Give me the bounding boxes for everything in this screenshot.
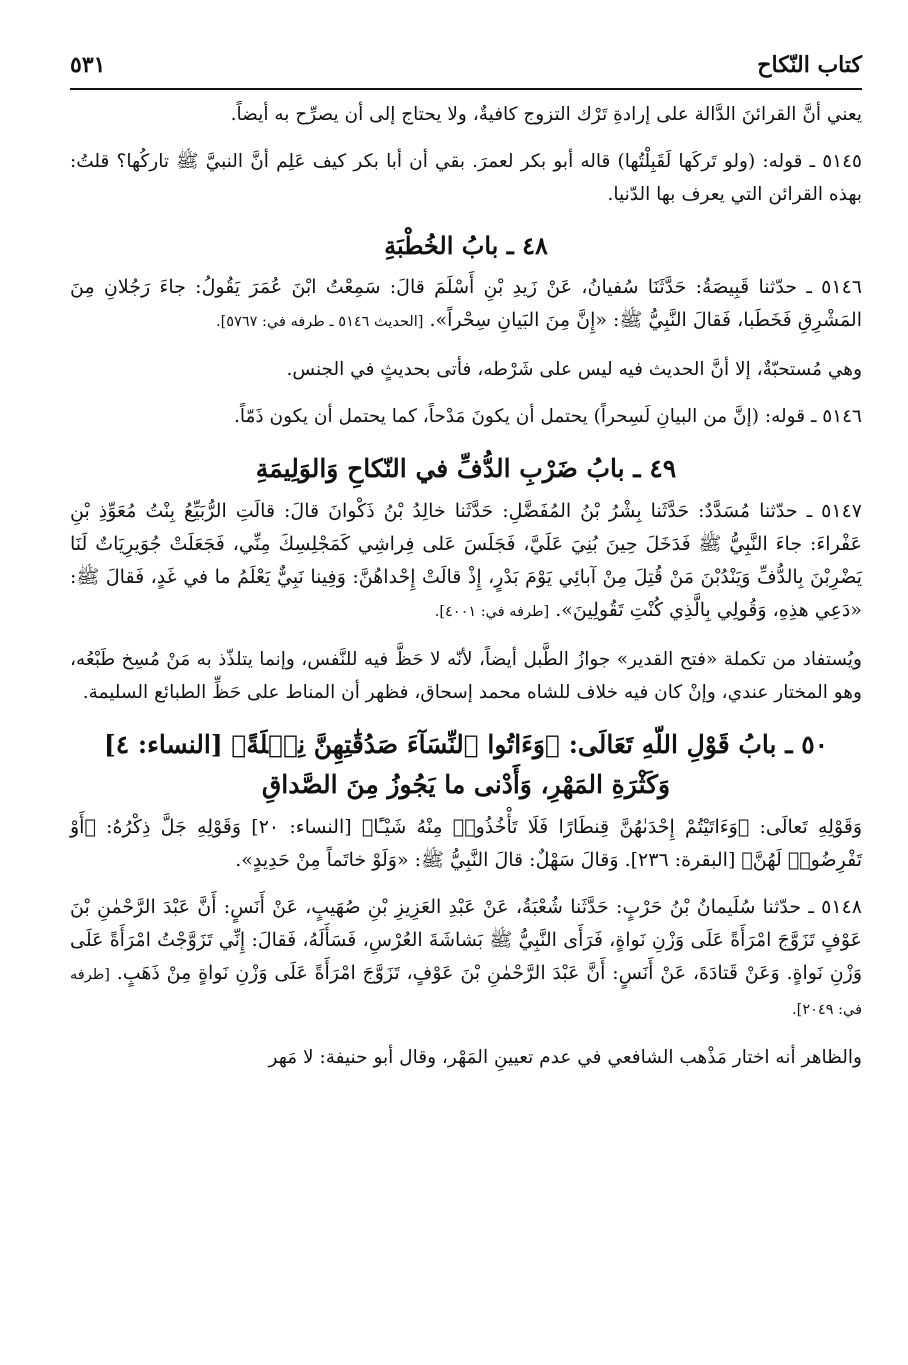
hadith-reference: [طرفه في: ٤٠٠١]. <box>434 604 550 620</box>
page-header <box>70 52 862 90</box>
page-body <box>70 98 862 1074</box>
commentary-paragraph: ٥١٤٥ ـ قوله: (ولو تَركَها لَقَبِلْتُها) قاله أبو بكر لعمرَ. بقي أن أبا بكر كيف عَلِم أنَّ النبيَّ ﷺ تاركُها؟ قلتُ: بهذه القرائن التي يعرف بها الدّنيا. <box>70 151 862 205</box>
hadith-5148 <box>70 891 862 1027</box>
book-title: كتاب النّكاح <box>757 52 862 78</box>
commentary-paragraph: وهي مُستحبّةٌ، إلا أنَّ الحديث فيه ليس على شَرْطه، فأتى بحديثٍ في الجنس. <box>286 359 862 380</box>
hadith-text: ٥١٤٦ ـ حدّثنا قَبِيصَةُ: حَدَّثَنَا سُفيانُ، عَنْ زَيدِ بْنِ أَسْلَمَ قالَ: سَمِعْتُ ابْنَ عُمَرَ يَقُولُ: جاءَ رَجُلانِ مِنَ المَشْرِقِ فَخَطَبا، فَقالَ النَّبِيُّ ﷺ: «إِنَّ مِنَ البَيانِ سِحْراً». <box>70 276 862 331</box>
hadith-text: ٥١٤٨ ـ حدّثنا سُلَيمانُ بْنُ حَرْبٍ: حَدَّثَنا شُعْبَةُ، عَنْ عَبْدِ العَزِيزِ بْنِ صُهَيبٍ، عَنْ أَنَسٍ: أَنَّ عَبْدَ الرَّحْمٰنِ بْنَ عَوْفٍ تَزَوَّجَ امْرَأَةً عَلَى وَزْنِ نَواةٍ، فَرَأَى النَّبِيُّ ﷺ بَشاشَةَ العُرْسِ، فَسَأَلَهُ، فَقالَ: إِنِّي تَزَوَّجْتُ امْرَأَةً عَلَى وَزْنِ نَواةٍ. وَعَنْ قَتادَةَ، عَنْ أَنَسٍ: أَنَّ عَبْدَ الرَّحْمٰنِ بْنَ عَوْفٍ، تَزَوَّجَ امْرَأَةً عَلَى وَزْنِ نَواةٍ مِنْ ذَهَبٍ. <box>70 896 862 984</box>
hadith-5147 <box>70 495 862 629</box>
hadith-reference: [طرفه في: ٢٠٤٩]. <box>70 967 862 1018</box>
hadith-reference: [الحديث ٥١٤٦ ـ طرفه في: ٥٧٦٧]. <box>216 314 424 330</box>
commentary-paragraph: يعني أنَّ القرائنَ الدَّالة على إرادةِ تَرْك التزوج كافيةٌ، ولا يحتاج إلى أن يصرِّح به أيضاً. <box>230 104 862 125</box>
book-page <box>70 52 862 1074</box>
chapter-heading-49: ٤٩ ـ بابُ ضَرْبِ الدُّفِّ في النّكاحِ وَالوَلِيمَةِ <box>255 454 677 483</box>
quran-verses: وَقَوْلِهِ تَعالَى: ﴿وَءَاتَيْتُمْ إِحْدَىٰهُنَّ قِنطَارًا فَلَا تَأْخُذُوا۟ مِنْهُ شَيْـًٔا﴾ [النساء: ٢٠] وَقَوْلِهِ جَلَّ ذِكْرُهُ: ﴿أَوْ تَفْرِضُوا۟ لَهُنَّ﴾ [البقرة: ٢٣٦]. وَقالَ سَهْلٌ: قالَ النَّبِيُّ ﷺ: «وَلَوْ خاتَماً مِنْ حَدِيدٍ». <box>70 816 863 871</box>
chapter-heading-50-line2: وَكَثْرَةِ المَهْرِ، وَأَدْنى ما يَجُوزُ مِنَ الصَّداقِ <box>261 770 671 799</box>
commentary-paragraph: ٥١٤٦ ـ قوله: (إنَّ من البيانِ لَسِحراً) يحتمل أن يكونَ مَدْحاً، كما يحتمل أن يكون ذَمّاً. <box>233 406 862 427</box>
commentary-paragraph: ويُستفاد من تكملة «فتح القدير» جوازُ الطَّبل أيضاً، لأنّه لا حَظَّ فيه للنَّفس، وإنما يتلذّذ به مَنْ مُسِخ طَبْعُه، وهو المختار عندي، وإنْ كان فيه خلاف للشاه محمد إسحاق، فظهر أن المناط على حَظِّ الطبائع السليمة. <box>70 649 862 703</box>
chapter-heading-50-line1: ٥٠ ـ بابُ قَوْلِ اللّهِ تَعَالَى: ﴿وَءَاتُوا ٱلنِّسَآءَ صَدُقَٰتِهِنَّ نِحۡلَةً﴾ [النساء: ٤] <box>103 730 829 759</box>
commentary-paragraph: والظاهر أنه اختار مَذْهب الشافعي في عدم تعيينِ المَهْر، وقال أبو حنيفة: لا مَهر <box>268 1047 862 1068</box>
chapter-heading-48: ٤٨ ـ بابُ الخُطْبَةِ <box>384 231 548 260</box>
page-number: ٥٣١ <box>70 52 106 78</box>
hadith-5146 <box>70 271 862 339</box>
hadith-text: ٥١٤٧ ـ حدّثنا مُسَدَّدٌ: حَدَّثَنا بِشْرُ بْنُ المُفَضَّلِ: حَدَّثَنا خالِدُ بْنُ ذَكْوانَ قالَ: قالَتِ الرُّبَيِّعُ بِنْتُ مُعَوِّذِ بْنِ عَفْراءَ: جاءَ النَّبِيُّ ﷺ فَدَخَلَ حِينَ بُنِيَ عَلَيَّ، فَجَلَسَ عَلى فِراشِي كَمَجْلِسِكَ مِنِّي، فَجَعَلَتْ جُوَيرِيَاتٌ لَنَا يَضْرِبْنَ بِالدُّفِّ وَيَنْدُبْنَ مَنْ قُتِلَ مِنْ آبائِي يَوْمَ بَدْرٍ، إِذْ قالَتْ إِحْداهُنَّ: وَفِينا نَبِيٌّ يَعْلَمُ ما في غَدٍ، فَقالَ ﷺ: «دَعِي هذِهِ، وَقُولِي بِالَّذِي كُنْتِ تَقُولِينَ». <box>70 500 862 621</box>
